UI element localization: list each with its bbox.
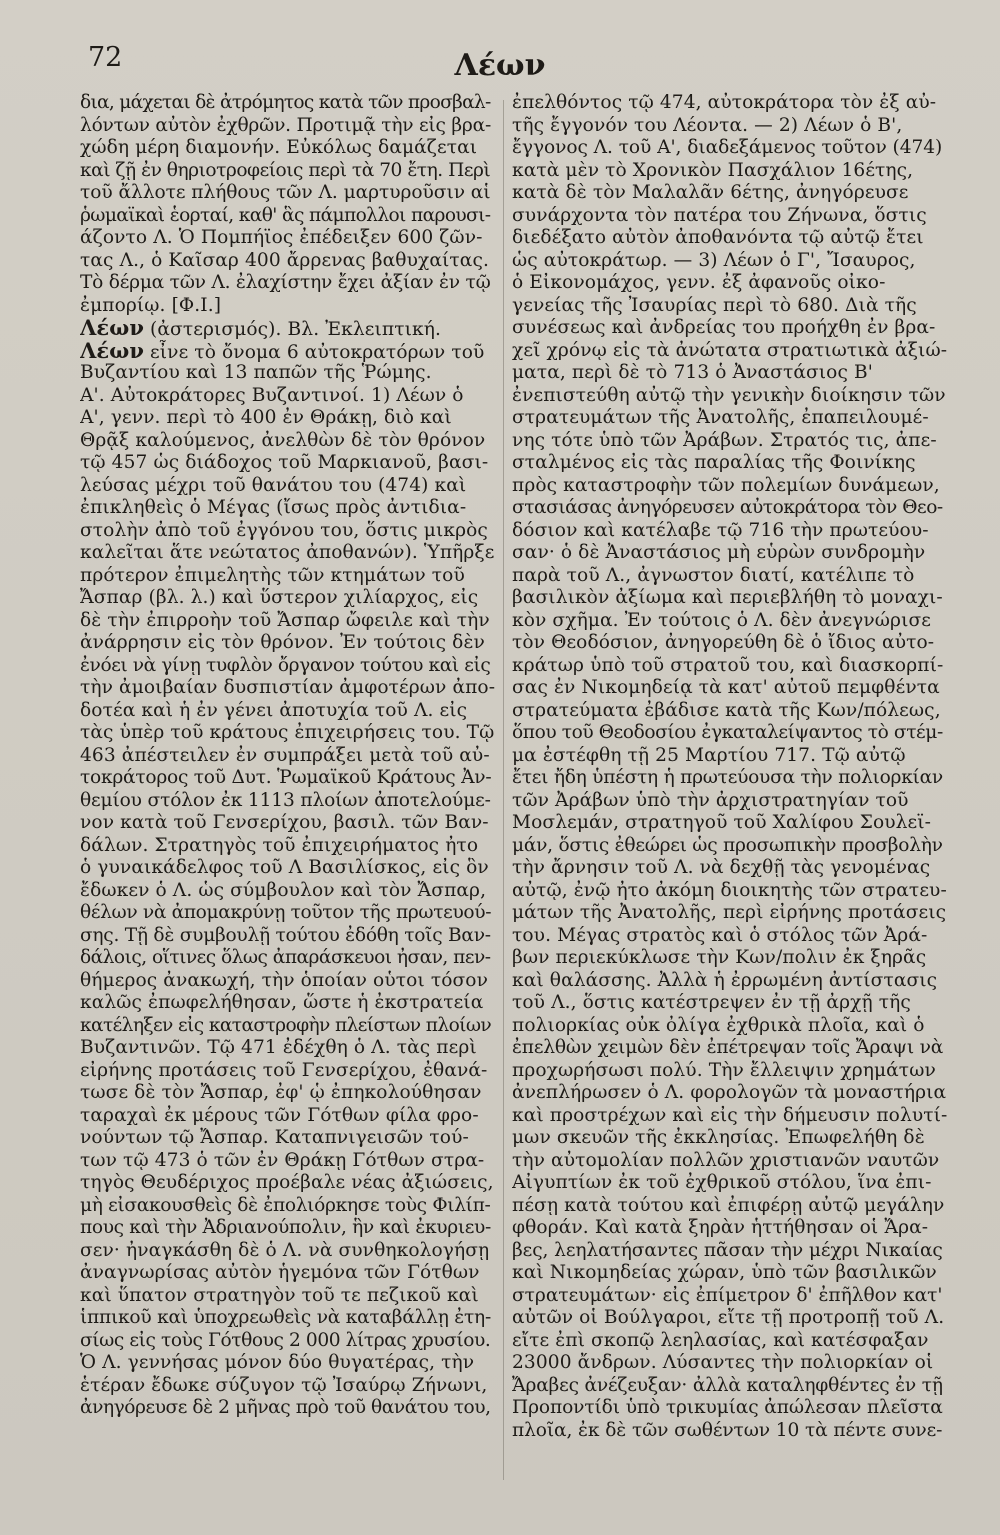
right-column-line: τῆς ἔγγονόν του Λέοντα. — 2) Λέων ὁ Β',	[512, 114, 903, 136]
right-column-line: πέσῃ κατὰ τούτου καὶ ἐπιφέρῃ αὐτῷ μεγάλην	[512, 1194, 945, 1216]
left-column-line: πους καὶ τὴν Ἀδριανούπολιν, ἣν καὶ ἐκυριευ-	[80, 1217, 491, 1238]
left-column-line: νούντων τῷ Ἄσπαρ. Καταπνιγεισῶν τού-	[80, 1127, 469, 1148]
right-column-line: βων περιεκύκλωσε τὴν Κων/πολιν ἐκ ξηρᾶς	[512, 947, 927, 968]
left-column-line: πρότερον ἐπιμελητὴς τῶν κτημάτων τοῦ	[80, 564, 465, 586]
left-column-line: Τὸ δέρμα τῶν Λ. ἐλαχίστην ἔχει ἀξίαν ἐν τῷ	[80, 272, 491, 293]
left-column-line: των τῷ 473 ὁ τῶν ἐν Θράκῃ Γότθων στρα-	[80, 1149, 485, 1171]
right-column-line: σταλμένος εἰς τὰς παραλίας τῆς Φοινίκης	[512, 452, 916, 473]
right-column-line: χεῖ χρόνῳ εἰς τὰ ἀνώτατα στρατιωτικὰ ἀξιώ-	[512, 339, 947, 361]
right-column-line: πρὸς καταστροφὴν τῶν πολεμίων δυνάμεων,	[512, 474, 940, 496]
right-column-line: εἴτε ἐπὶ σκοπῷ λεηλασίας, καὶ κατέσφαξαν	[512, 1329, 929, 1351]
left-column-line: θέλων νὰ ἀπομακρύνῃ τοῦτον τῆς πρωτευού-	[80, 902, 492, 923]
left-column-line: Θρᾷξ καλούμενος, ἀνελθὼν δὲ τὸν θρόνον	[80, 429, 486, 451]
right-column-line: πολιορκίας οὐκ ὀλίγα ἐχθρικὰ πλοῖα, καὶ ὁ	[512, 1014, 925, 1036]
left-column-line: ἱππικοῦ καὶ ὑποχρεωθεὶς νὰ καταβάλλῃ ἐτη-	[80, 1307, 491, 1328]
right-column-line: προχωρήσωσι πολύ. Τὴν ἔλλειψιν χρημάτων	[512, 1059, 936, 1081]
right-column-line: δόσιον καὶ κατέλαβε τῷ 716 τὴν πρωτεύου-	[512, 519, 929, 541]
left-column-line: τηγὸς Θευδέριχος προέβαλε νέας ἀξιώσεις,	[80, 1172, 494, 1193]
left-column-line: καὶ ζῇ ἐν θηριοτροφείοις περὶ τὰ 70 ἔτη. Περὶ	[80, 159, 491, 181]
right-column-line: καὶ Νικομηδείας χώραν, ὑπὸ τῶν βασιλικῶν	[512, 1262, 937, 1283]
left-column-line: σίως εἰς τοὺς Γότθους 2 000 λίτρας χρυσίου.	[80, 1329, 491, 1351]
right-column-line: Μοσλεμάν, στρατηγοῦ τοῦ Χαλίφου Σουλεϊ-	[512, 812, 932, 833]
left-column-line: δάλοις, οἵτινες ὅλως ἀπαράσκευοι ἦσαν, πεν-	[80, 947, 491, 968]
entry-headword: Λέων	[80, 317, 145, 340]
left-column-line: ἐπικληθεὶς ὁ Μέγας (ἴσως πρὸς ἀντιδια-	[80, 497, 467, 518]
right-column-line: σαν· ὁ δὲ Ἀναστάσιος μὴ εὑρὼν συνδρομὴν	[512, 542, 926, 563]
left-column-line: θεμίου στόλον ἐκ 1113 πλοίων ἀποτελούμε-	[80, 789, 491, 811]
left-column-line: ῥωμαϊκαὶ ἑορταί, καθ' ἃς πάμπολλοι παρουσι-	[80, 204, 491, 226]
right-column-line: του. Μέγας στρατὸς καὶ ὁ στόλος τῶν Ἀρά-	[512, 924, 928, 946]
left-column-line: τὰς ὑπὲρ τοῦ κράτους ἐπιχειρήσεις του. Τῷ	[80, 722, 495, 743]
left-column-line: σεν· ἠναγκάσθη δὲ ὁ Λ. νὰ συνθηκολογήσῃ	[80, 1239, 490, 1261]
left-column-line: τωσε δὲ τὸν Ἄσπαρ, ἐφ' ᾧ ἐπηκολούθησαν	[80, 1082, 482, 1103]
left-column-line: κατέληξεν εἰς καταστροφὴν πλείστων πλοίων	[80, 1014, 492, 1036]
left-column-line: ἔδωκεν ὁ Λ. ὡς σύμβουλον καὶ τὸν Ἄσπαρ,	[80, 879, 487, 901]
right-column-line: βασιλικὸν ἀξίωμα καὶ περιεβλήθη τὸ μοναχι-	[512, 587, 943, 608]
right-column-line: ἔγγονος Λ. τοῦ Α', διαδεξάμενος τοῦτον (474)	[512, 137, 943, 158]
left-column-line: δοτέα καὶ ἡ ἐν γένει ἀποτυχία τοῦ Λ. εἰς	[80, 699, 468, 721]
right-column-line: διεδέξατο αὐτὸν ἀποθανόντα τῷ αὐτῷ ἔτει	[512, 227, 924, 248]
left-column-line: στολὴν ἀπὸ τοῦ ἐγγόνου του, ὅστις μικρὸς	[80, 519, 488, 541]
right-column-line: βες, λεηλατήσαντες πᾶσαν τὴν μέχρι Νικαίας	[512, 1239, 943, 1261]
right-column	[512, 92, 947, 1442]
right-column-line: ἐπελθόντος τῷ 474, αὐτοκράτορα τὸν ἐξ αὐ-	[512, 92, 937, 113]
left-column-line: καλῶς ἐπωφελήθησαν, ὥστε ἡ ἐκστρατεία	[80, 992, 484, 1013]
right-column-line: στρατευμάτων· εἰς ἐπίμετρον δ' ἐπῆλθον κατ'	[512, 1284, 943, 1306]
left-column-line: θήμερος ἀνακωχή, τὴν ὁποίαν οὗτοι τόσον	[80, 969, 488, 991]
left-column-line: τοκράτορος τοῦ Δυτ. Ῥωμαϊκοῦ Κράτους Ἀν-	[80, 767, 492, 788]
right-column-line: γενείας τῆς Ἰσαυρίας περὶ τὸ 680. Διὰ τῆς	[512, 294, 917, 316]
page-number: 72	[88, 42, 123, 73]
left-column-line: χώδη μέρη διαμονήν. Εὐκόλως δαμάζεται	[80, 137, 478, 158]
left-column-line: ἐμπορίῳ. [Φ.Ι.]	[80, 294, 222, 316]
left-column-line: σης. Τῇ δὲ συμβουλῇ τούτου ἐδόθη τοῖς Βαν-	[80, 924, 491, 946]
left-column-line: ἀναγνωρίσας αὐτὸν ἡγεμόνα τῶν Γότθων	[80, 1262, 480, 1283]
right-column-line: Αἰγυπτίων ἐκ τοῦ ἐχθρικοῦ στόλου, ἵνα ἐπι-	[512, 1172, 932, 1193]
right-column-line: καὶ θαλάσσης. Ἀλλὰ ἡ ἐρρωμένη ἀντίστασις	[512, 969, 938, 991]
left-column-line: λόντων αὐτὸν ἐχθρῶν. Προτιμᾷ τὴν εἰς βρα-	[80, 114, 492, 136]
left-column-line: 463 ἀπέστειλεν ἐν συμπράξει μετὰ τοῦ αὐ-	[80, 744, 490, 766]
right-column-line: τὸν Θεοδόσιον, ἀνηγορεύθη δὲ ὁ ἴδιος αὐτο-	[512, 632, 935, 653]
right-column-line: αὐτῶν οἱ Βούλγαροι, εἴτε τῇ προτροπῇ τοῦ Λ.	[512, 1307, 945, 1328]
right-column-line: πλοῖα, ἐκ δὲ τῶν σωθέντων 10 τὰ πέντε συνε-	[512, 1419, 943, 1441]
right-column-line: αὐτῷ, ἐνῷ ἦτο ἀκόμη διοικητὴς τῶν στρατευ-	[512, 879, 947, 901]
left-column-line: άζοντο Λ. Ὁ Πομπήϊος ἐπέδειξεν 600 ζῶν-	[80, 227, 483, 248]
right-column-line: ἐνεπιστεύθη αὐτῷ τὴν γενικὴν διοίκησιν τῶν	[512, 384, 946, 406]
left-column-line: τὴν ἀμοιβαίαν δυσπιστίαν ἀμφοτέρων ἀπο-	[80, 677, 495, 698]
column-divider	[503, 100, 504, 1480]
left-column-line: Α', γενν. περὶ τὸ 400 ἐν Θράκῃ, διὸ καὶ	[80, 407, 452, 428]
right-column-line: τοῦ Λ., ὅστις κατέστρεψεν ἐν τῇ ἀρχῇ τῆς	[512, 992, 911, 1013]
right-column-line: στρατεύματα ἐβάδισε κατὰ τῆς Κων/πόλεως,	[512, 699, 941, 721]
left-column-line: ἐνόει νὰ γίνῃ τυφλὸν ὄργανον τούτου καὶ εἰς	[80, 654, 491, 676]
left-column-line: Ἄσπαρ (βλ. λ.) καὶ ὕστερον χιλίαρχος, εἰς	[80, 587, 479, 608]
entry-headword: Λέων	[80, 339, 145, 362]
right-column-line: μάν, ὅστις ἐθεώρει ὡς προσωπικὴν προσβολὴν	[512, 834, 943, 856]
right-column-line: ἐπελθὼν χειμὼν δὲν ἐπέτρεψαν τοῖς Ἄραψι νὰ	[512, 1037, 944, 1058]
left-column	[80, 92, 495, 1420]
left-column-line: μὴ εἰσακουσθεὶς δὲ ἐπολιόρκησε τοὺς Φιλίπ-	[80, 1194, 491, 1216]
left-column-line: καλεῖται ἅτε νεώτατος ἀποθανών). Ὑπῆρξε	[80, 542, 495, 563]
right-column-line: μων σκευῶν τῆς ἐκκλησίας. Ἐπωφελήθη δὲ	[512, 1127, 925, 1148]
right-column-line: τῶν Ἀράβων ὑπὸ τὴν ἀρχιστρατηγίαν τοῦ	[512, 789, 909, 811]
left-column-line: τας Λ., ὁ Καῖσαρ 400 ἄρρενας βαθυχαίτας.	[80, 249, 489, 271]
left-column-line: καὶ ὕπατον στρατηγὸν τοῦ τε πεζικοῦ καὶ	[80, 1284, 479, 1306]
right-column-line: παρὰ τοῦ Λ., ἀγνωστον διατί, κατέλιπε τὸ	[512, 564, 915, 586]
left-column-line: λεύσας μέχρι τοῦ θανάτου του (474) καὶ	[80, 474, 467, 496]
right-column-line: συνέσεως καὶ ἀνδρείας του προήχθη ἐν βρα-	[512, 317, 936, 338]
right-column-line: τὴν ἄρνησιν τοῦ Λ. νὰ δεχθῇ τὰς γενομένας	[512, 857, 931, 878]
right-column-line: ἔτει ἤδη ὑπέστη ἡ πρωτεύουσα τὴν πολιορκίαν	[512, 767, 943, 788]
left-column-line: εἰρήνης προτάσεις τοῦ Γενσερίχου, ἐθανά-	[80, 1059, 488, 1081]
right-column-line: νης τότε ὑπὸ τῶν Ἀράβων. Στρατός τις, ἀπε-	[512, 429, 937, 451]
right-column-line: κατὰ μὲν τὸ Χρονικὸν Πασχάλιον 16έτης,	[512, 159, 914, 181]
left-column-line: ἀνάρρησιν εἰς τὸν θρόνον. Ἐν τούτοις δὲν	[80, 632, 485, 653]
left-column-line: Λέων εἶνε τὸ ὄνομα 6 αὐτοκρατόρων τοῦ	[80, 339, 485, 362]
running-head: Λέων	[454, 48, 546, 83]
right-column-line: στρατευμάτων τῆς Ἀνατολῆς, ἐπαπειλουμέ-	[512, 407, 929, 428]
right-column-line: μα ἐστέφθη τῇ 25 Μαρτίου 717. Τῷ αὐτῷ	[512, 744, 906, 766]
left-column-line: Λέων (ἀστερισμός). Βλ. Ἐκλειπτική.	[80, 317, 441, 340]
right-column-line: ὅπου τοῦ Θεοδοσίου ἐγκαταλείψαντος τὸ στέμ-	[512, 722, 943, 743]
right-column-line: Προποντίδι ὑπὸ τρικυμίας ἀπώλεσαν πλεῖστα	[512, 1397, 943, 1418]
right-column-line: καὶ προστρέχων καὶ εἰς τὴν δήμευσιν πολυτί-	[512, 1104, 947, 1126]
right-column-line: σας ἐν Νικομηδείᾳ τὰ κατ' αὐτοῦ πεμφθέντα	[512, 677, 940, 698]
left-column-line: Ὁ Λ. γεννήσας μόνον δύο θυγατέρας, τὴν	[80, 1352, 475, 1373]
right-column-line: τὴν αὐτομολίαν πολλῶν χριστιανῶν ναυτῶν	[512, 1149, 940, 1171]
left-column-line: ὁ γυναικάδελφος τοῦ Λ Βασιλίσκος, εἰς ὃν	[80, 857, 489, 878]
right-column-line: συνάρχοντα τὸν πατέρα του Ζήνωνα, ὅστις	[512, 204, 927, 226]
right-column-line: κράτωρ ὑπὸ τοῦ στρατοῦ του, καὶ διασκορπί-	[512, 654, 944, 676]
right-column-line: ἀνεπλήρωσεν ὁ Λ. φορολογῶν τὰ μοναστήρια	[512, 1082, 947, 1103]
left-column-line: ταραχαὶ ἐκ μέρους τῶν Γότθων φίλα φρο-	[80, 1104, 479, 1126]
right-column-line: κὸν σχῆμα. Ἐν τούτοις ὁ Λ. δὲν ἀνεγνώρισε	[512, 609, 931, 631]
left-column-line: τοῦ ἄλλοτε πλήθους τῶν Λ. μαρτυροῦσιν αἱ	[80, 182, 491, 203]
right-column-line: 23000 ἄνδρων. Λύσαντες τὴν πολιορκίαν οἱ	[512, 1352, 934, 1373]
right-column-line: μάτων τῆς Ἀνατολῆς, περὶ εἰρήνης προτάσεις	[512, 902, 947, 923]
right-column-line: ματα, περὶ δὲ τὸ 713 ὁ Ἀναστάσιος Β'	[512, 362, 873, 383]
right-column-line: Ἄραβες ἀνέζευξαν· ἀλλὰ καταληφθέντες ἐν τῇ	[512, 1374, 943, 1396]
right-column-line: ὡς αὐτοκράτωρ. — 3) Λέων ὁ Γ', Ἴσαυρος,	[512, 249, 916, 271]
left-column-line: τῷ 457 ὡς διάδοχος τοῦ Μαρκιανοῦ, βασι-	[80, 452, 489, 473]
left-column-line: Βυζαντίου καὶ 13 παπῶν τῆς Ῥώμης.	[80, 362, 432, 383]
left-column-line: δὲ τὴν ἐπιρροὴν τοῦ Ἄσπαρ ὤφειλε καὶ τὴν	[80, 609, 490, 631]
left-column-line: ἑτέραν ἔδωκε σύζυγον τῷ Ἰσαύρῳ Ζήνωνι,	[80, 1374, 488, 1396]
left-column-line: δια, μάχεται δὲ ἀτρόμητος κατὰ τῶν προσβαλ-	[80, 92, 491, 113]
right-column-line: στασιάσας ἀνηγόρευσεν αὐτοκράτορα τὸν Θεο-	[512, 497, 943, 518]
right-column-line: κατὰ δὲ τὸν Μαλαλᾶν 6έτης, ἀνηγόρευσε	[512, 182, 909, 203]
left-column-line: νον κατὰ τοῦ Γενσερίχου, βασιλ. τῶν Βαν-	[80, 812, 489, 833]
right-column-line: ὁ Εἰκονομάχος, γενν. ἐξ ἀφανοῦς οἰκο-	[512, 272, 886, 293]
left-column-line: δάλων. Στρατηγὸς τοῦ ἐπιχειρήματος ἦτο	[80, 834, 479, 856]
left-column-line: Βυζαντινῶν. Τῷ 471 ἐδέχθη ὁ Λ. τὰς περὶ	[80, 1037, 477, 1058]
left-column-line: Α'. Αὐτοκράτορες Βυζαντινοί. 1) Λέων ὁ	[80, 384, 464, 406]
right-column-line: φθοράν. Καὶ κατὰ ξηρὰν ἡττήθησαν οἱ Ἄρα-	[512, 1217, 929, 1238]
left-column-line: ἀνηγόρευσε δὲ 2 μῆνας πρὸ τοῦ θανάτου του,	[80, 1397, 491, 1418]
